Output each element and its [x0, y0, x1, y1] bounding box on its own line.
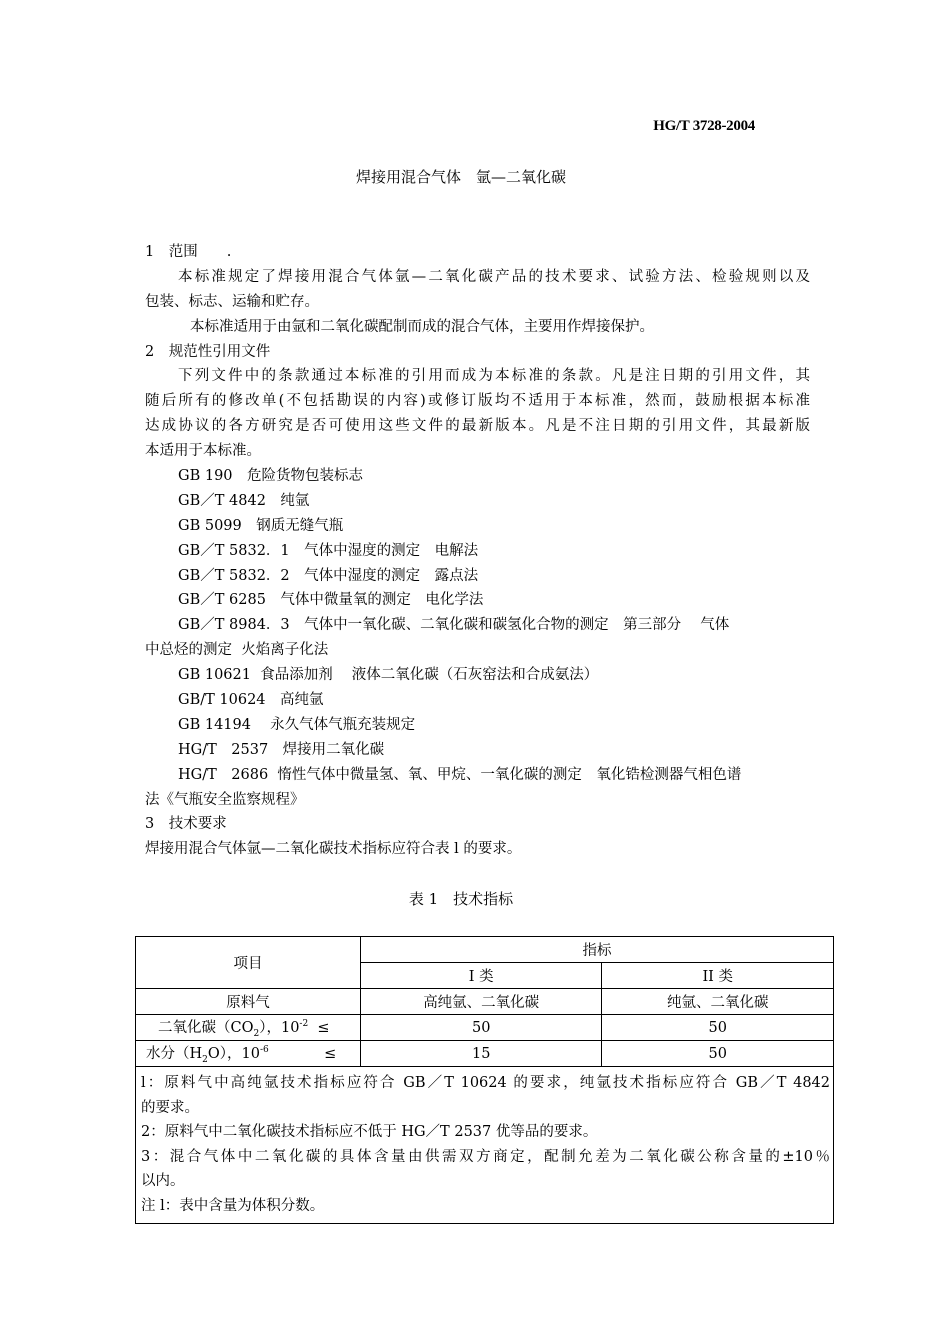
note-line: 注 l：表中含量为体积分数。 — [141, 1197, 325, 1214]
label-text: 二氧化碳（CO — [158, 1020, 254, 1037]
superscript: -2 — [299, 1019, 309, 1030]
table-cell: 50 — [602, 1041, 834, 1067]
section-2-heading: 2 规范性引用文件 — [145, 343, 271, 360]
technical-indicators-table — [135, 936, 834, 1224]
paragraph: 本标准规定了焊接用混合气体氩—二氧化碳产品的技术要求、试验方法、检验规则以及 — [178, 268, 810, 285]
superscript: -6 — [259, 1045, 269, 1056]
header-class-1: I 类 — [360, 963, 602, 989]
reference-item: HG/T 2686 惰性气体中微量氢、氧、甲烷、一氧化碳的测定 氧化锆检测器气相色谱 — [178, 766, 742, 783]
note-line: 的要求。 — [141, 1099, 199, 1116]
header-indicator: 指标 — [360, 937, 833, 963]
subscript: 2 — [202, 1054, 208, 1065]
table-cell: 15 — [360, 1041, 602, 1067]
note-line: 2：原料气中二氧化碳技术指标应不低于 HG／T 2537 优等品的要求。 — [141, 1124, 598, 1140]
reference-item: GB/T 10624 高纯氩 — [178, 692, 324, 709]
label-text: ≤ — [308, 1020, 330, 1037]
reference-item: GB／T 5832．2 气体中湿度的测定 露点法 — [178, 567, 479, 584]
reference-item: GB／T 8984．3 气体中一氧化碳、二氧化碳和碳氢化合物的测定 第三部分 气体 — [178, 617, 730, 634]
reference-item: HG/T 2537 焊接用二氧化碳 — [178, 741, 385, 758]
table-caption: 表 1 技术指标 — [408, 890, 514, 908]
reference-item: GB 10621 食品添加剂 液体二氧化碳（石灰窑法和合成氨法） — [178, 667, 599, 684]
paragraph: 焊接用混合气体氩—二氧化碳技术指标应符合表 l 的要求。 — [145, 841, 522, 858]
reference-item: GB／T 5832．1 气体中湿度的测定 电解法 — [178, 542, 479, 559]
reference-item: GB／T 4842 纯氩 — [178, 492, 310, 509]
note-line: 以内。 — [141, 1173, 185, 1189]
standard-code: HG/T 3728-2004 — [653, 118, 755, 134]
paragraph: 随后所有的修改单(不包括勘误的内容)或修订版均不适用于本标准，然而，鼓励根据本标准 — [145, 393, 810, 410]
body-text — [145, 240, 810, 862]
row-label-raw-gas: 原料气 — [136, 989, 361, 1015]
table-row — [136, 1067, 834, 1224]
paragraph: 本标准适用于由氩和二氧化碳配制而成的混合气体，主要用作焊接保护。 — [190, 318, 654, 335]
paragraph: 达成协议的各方研究是否可使用这些文件的最新版本。凡是不注日期的引用文件，其最新版 — [145, 418, 810, 435]
label-text: ），10 — [259, 1020, 300, 1037]
table-row — [136, 989, 834, 1015]
reference-item: GB 14194 永久气体气瓶充装规定 — [178, 716, 416, 733]
table-cell: 50 — [602, 1015, 834, 1041]
row-label-moisture — [136, 1041, 361, 1067]
table-cell: 50 — [360, 1015, 602, 1041]
label-text: O），10 — [207, 1046, 260, 1063]
table-notes — [136, 1067, 834, 1224]
reference-item: 中总烃的测定 火焰离子化法 — [145, 642, 329, 659]
row-label-co2 — [136, 1015, 361, 1041]
label-text: 水分（H — [146, 1046, 203, 1063]
document-title: 焊接用混合气体 氩—二氧化碳 — [355, 168, 566, 186]
reference-item: GB 5099 钢质无缝气瓶 — [178, 517, 344, 534]
header-item: 项目 — [136, 937, 361, 989]
table-row — [136, 1015, 834, 1041]
reference-item: GB／T 6285 气体中微量氧的测定 电化学法 — [178, 592, 484, 609]
label-text: ≤ — [268, 1046, 337, 1063]
table-row — [136, 937, 834, 963]
table-row — [136, 1041, 834, 1067]
note-line: l：原料气中高纯氩技术指标应符合 GB／T 10624 的要求，纯氩技术指标应符合 GB／T 4842 — [141, 1075, 830, 1091]
header-class-2: II 类 — [602, 963, 834, 989]
reference-item: GB 190 危险货物包装标志 — [178, 468, 364, 485]
reference-item: 法《气瓶安全监察规程》 — [145, 791, 305, 808]
section-3-heading: 3 技术要求 — [145, 816, 227, 833]
section-1-heading: 1 范围 . — [145, 244, 232, 260]
paragraph: 本适用于本标准。 — [145, 443, 261, 460]
table-cell: 高纯氩、二氧化碳 — [360, 989, 602, 1015]
paragraph: 下列文件中的条款通过本标准的引用而成为本标准的条款。凡是注日期的引用文件，其 — [178, 368, 810, 385]
subscript: 2 — [253, 1028, 260, 1039]
table-cell: 纯氩、二氧化碳 — [602, 989, 834, 1015]
paragraph: 包装、标志、运输和贮存。 — [145, 293, 319, 310]
note-line: 3：混合气体中二氧化碳的具体含量由供需双方商定，配制允差为二氧化碳公称含量的±10％ — [141, 1148, 830, 1165]
